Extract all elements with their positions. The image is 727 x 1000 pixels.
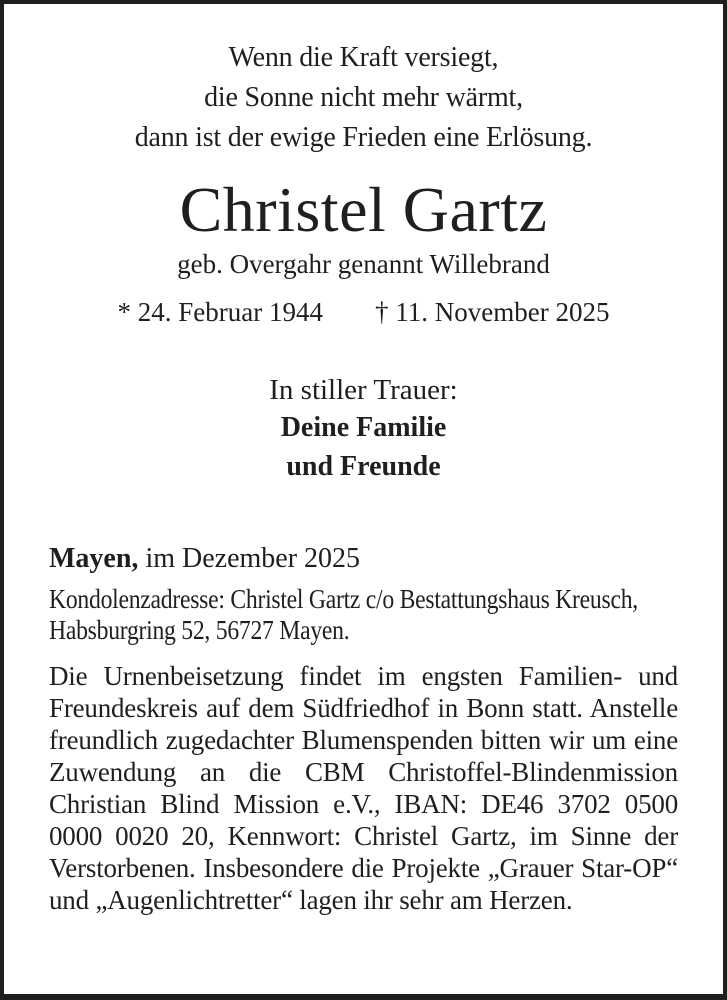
birth-date: * 24. Februar 1944 — [117, 297, 323, 327]
opening-verse — [49, 38, 678, 158]
place-name: Mayen, — [49, 543, 139, 574]
verse-line-2: die Sonne nicht mehr wärmt, — [204, 82, 523, 113]
mourner-family: Deine Familie — [280, 412, 447, 443]
verse-line-1: Wenn die Kraft versiegt, — [228, 42, 499, 73]
life-dates — [49, 296, 678, 328]
maiden-name: geb. Overgahr genannt Willebrand — [177, 249, 550, 279]
place-date-line — [49, 542, 678, 576]
place-date-rest: im Dezember 2025 — [138, 543, 361, 574]
mourning-intro: In stiller Trauer: — [269, 374, 458, 406]
deceased-name: Christel Gartz — [179, 174, 548, 245]
announcement-text: Die Urnenbeisetzung findet im engsten Familien- und Freundeskreis auf dem Südfriedhof in Bonn statt. Anstelle freundlich zugedachter Blumenspenden bitten wir um eine Zuwendung an die CBM Christoffel-Blindenmission Christian Blind Mission e.V., IBAN: DE46 3702 0500 0000 0020 20, Kennwort: Christel Gartz, im Sinne der Verstorbenen. Insbesondere die Projekte „Grauer Star-OP“ und „Augenlichtretter“ lagen ihr sehr am Herzen. — [49, 661, 678, 915]
death-date: † 11. November 2025 — [375, 297, 610, 327]
verse-line-3: dann ist der ewige Frieden eine Erlösung. — [134, 122, 593, 153]
mourner-friends: und Freunde — [286, 451, 441, 482]
condolence-address: Kondolenzadresse: Christel Gartz c/o Bestattungshaus Kreusch, Habsburgring 52, 56727 Mayen. — [49, 584, 638, 645]
